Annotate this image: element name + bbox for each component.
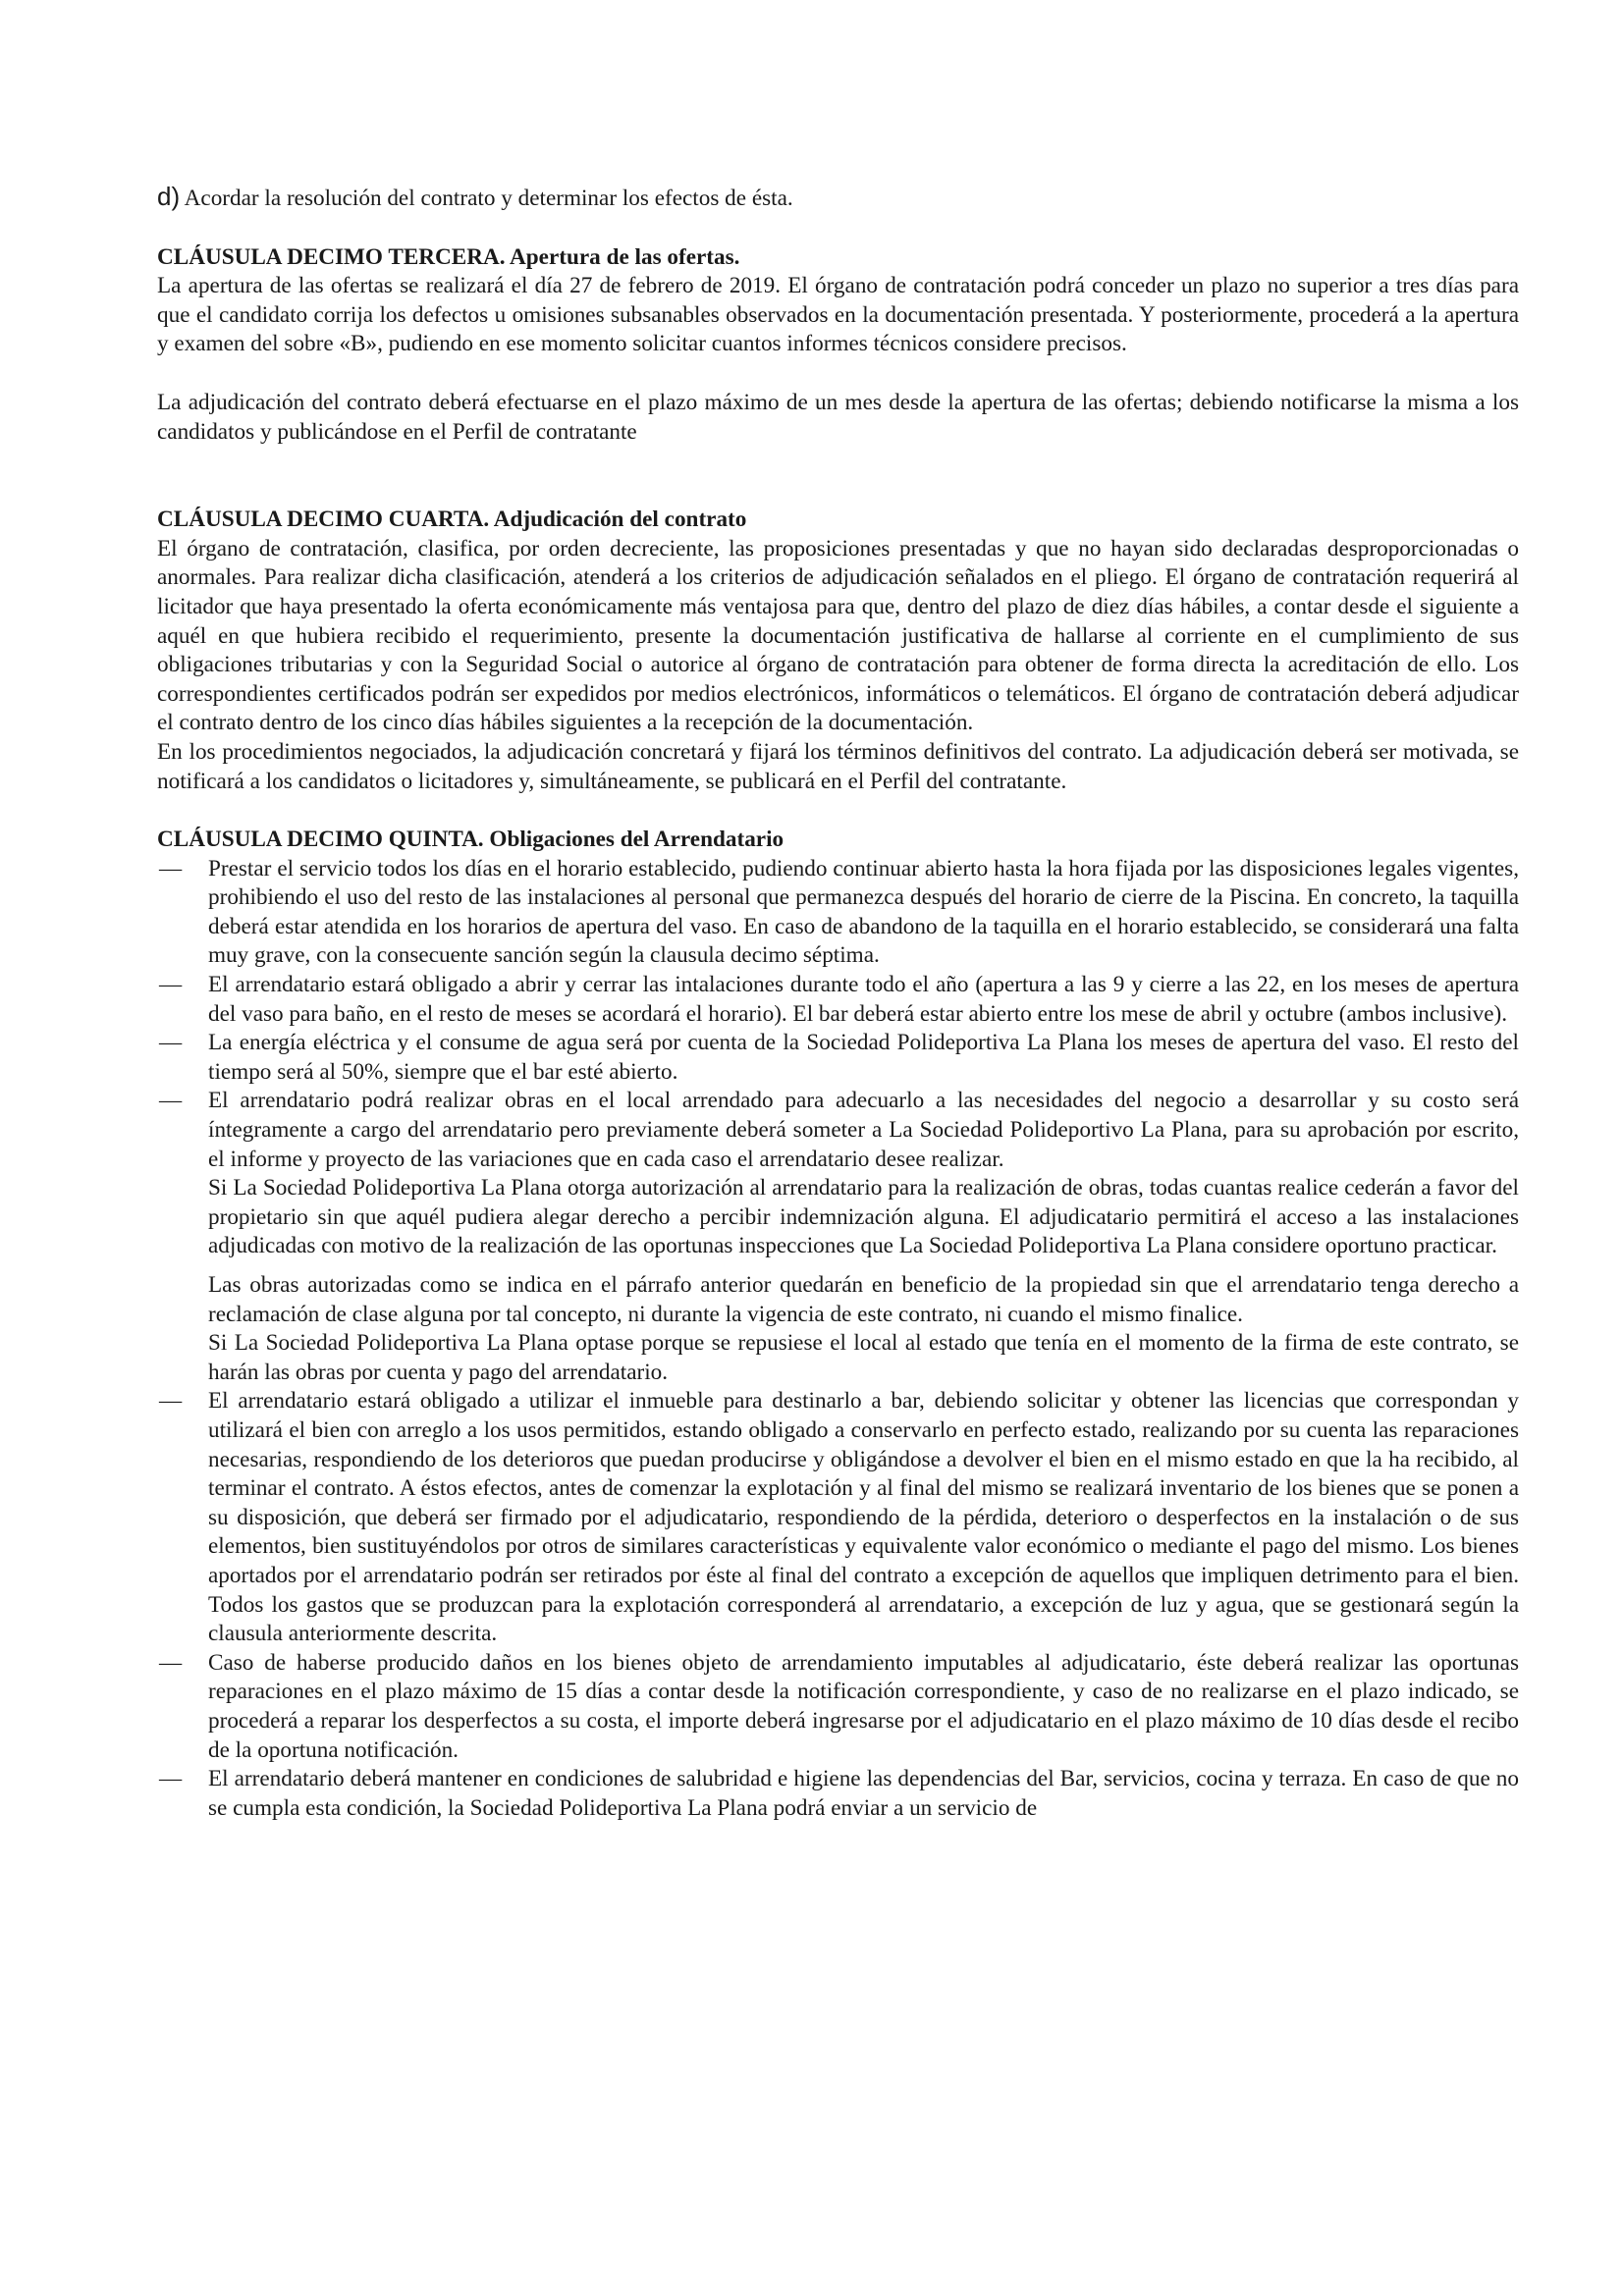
- clause-15-heading: CLÁUSULA DECIMO QUINTA. Obligaciones del Arrendatario: [157, 827, 784, 853]
- list-item-text: El arrendatario estará obligado a abrir y cerrar las intalaciones durante todo el año (apertura a las 9 y cierre a las 22, en los meses de apertura del vaso para baño, en el resto de meses se acordará el horario). El bar deberá estar abierto entre los mese de abril y octubre (ambos inclusive).: [208, 972, 1519, 1027]
- dash-bullet: —: [159, 1030, 183, 1056]
- clause-13-paragraph-2: La adjudicación del contrato deberá efectuarse en el plazo máximo de un mes desde la apertura de las ofertas; debiendo notificarse la misma a los candidatos y publicándose en el Perfil de contratante: [157, 389, 1519, 445]
- list-item-text: Las obras autorizadas como se indica en el párrafo anterior quedarán en beneficio de la propiedad sin que el arrendatario tenga derecho a reclamación de clase alguna por tal concepto, ni durante la vigencia de este contrato, ni cuando el mismo finalice.: [208, 1272, 1519, 1327]
- list-item-text: Caso de haberse producido daños en los bienes objeto de arrendamiento imputables al adjudicatario, éste deberá realizar las oportunas reparaciones en el plazo máximo de 15 días a contar desde la notificación correspondiente, y caso de no realizarse en el plazo indicado, se procederá a reparar los desperfectos a su costa, el importe deberá ingresarse por el adjudicatario en el plazo máximo de 10 días desde el recibo de la oportuna notificación.: [208, 1649, 1519, 1763]
- list-item-text: Prestar el servicio todos los días en el horario establecido, pudiendo continuar abierto hasta la hora fijada por las disposiciones legales vigentes, prohibiendo el uso del resto de las instalaciones al personal que permanezca después del horario de cierre de la Piscina. En concreto, la taquilla deberá estar atendida en los horarios de apertura del vaso. En caso de abandono de la taquilla en el horario establecido, se considerará una falta muy grave, con la consecuente sanción según la clausula decimo séptima.: [208, 855, 1519, 969]
- clause-15: [157, 826, 1519, 1823]
- intro-text: Acordar la resolución del contrato y determinar los efectos de ésta.: [184, 186, 793, 211]
- list-item-text: El arrendatario podrá realizar obras en el local arrendado para adecuarlo a las necesidades del negocio a desarrollar y su costo será íntegramente a cargo del arrendatario pero previamente deberá someter a La Sociedad Polideportivo La Plana, para su aprobación por escrito, el informe y proyecto de las variaciones que en cada caso el arrendatario desee realizar.: [208, 1088, 1519, 1172]
- list-item: [157, 1029, 1519, 1087]
- clause-14-paragraph-2: En los procedimientos negociados, la adjudicación concretará y fijará los términos definitivos del contrato. La adjudicación deberá ser motivada, se notificará a los candidatos o licitadores y, simultáneamente, se publicará en el Perfil del contratante.: [157, 738, 1519, 794]
- list-item: [157, 1387, 1519, 1648]
- list-item: [157, 1765, 1519, 1823]
- dash-bullet: —: [159, 855, 183, 881]
- clause-14-heading: CLÁUSULA DECIMO CUARTA. Adjudicación del contrato: [157, 507, 747, 533]
- intro-line: [157, 183, 1519, 214]
- clause-14: [157, 506, 1519, 796]
- clause-13-paragraph-1: La apertura de las ofertas se realizará el día 27 de febrero de 2019. El órgano de contratación podrá conceder un plazo no superior a tres días para que el candidato corrija los defectos u omisiones subsanables observados en la documentación presentada. Y posteriormente, procederá a la apertura y examen del sobre «B», pudiendo en ese momento solicitar cuantos informes técnicos considere precisos.: [157, 273, 1519, 357]
- list-item-text: El arrendatario deberá mantener en condiciones de salubridad e higiene las dependencias del Bar, servicios, cocina y terraza. En caso de que no se cumpla esta condición, la Sociedad Polideportiva La Plana podrá enviar a un servicio de: [208, 1766, 1519, 1821]
- list-item: [157, 855, 1519, 971]
- list-item-text: El arrendatario estará obligado a utilizar el inmueble para destinarlo a bar, debiendo solicitar y obtener las licencias que correspondan y utilizará el bien con arreglo a los usos permitidos, estando obligado a conservarlo en perfecto estado, realizando por su cuenta las reparaciones necesarias, respondiendo de los deterioros que puedan producirse y obligándose a devolver el bien en el mismo estado en que la ha recibido, al terminar el contrato. A éstos efectos, antes de comenzar la explotación y al final del mismo se realizará inventario de los bienes que se ponen a su disposición, que deberá ser firmado por el adjudicatario, respondiendo de la pérdida, deterioro o desperfectos en la instalación o de sus elementos, bien sustituyéndolos por otros de similares características y equivalente valor económico o mediante el pago del mismo. Los bienes aportados por el arrendatario podrán ser retirados por éste al final del contrato a excepción de aquellos que impliquen detrimento para el bien. Todos los gastos que se produzcan para la explotación corresponderá al arrendatario, a excepción de luz y agua, que se gestionará según la clausula anteriormente descrita.: [208, 1388, 1519, 1647]
- list-item-text: Si La Sociedad Polideportiva La Plana otorga autorización al arrendatario para la realización de obras, todas cuantas realice cederán a favor del propietario sin que aquél pudiera alegar derecho a percibir indemnización alguna. El adjudicatario permitirá el acceso a las instalaciones adjudicadas con motivo de la realización de las oportunas inspecciones que La Sociedad Polideportiva La Plana considere oportuno practicar.: [208, 1175, 1519, 1259]
- dash-bullet: —: [159, 972, 183, 998]
- list-item: [157, 971, 1519, 1029]
- obligations-list: [157, 855, 1519, 1824]
- clause-13: [157, 243, 1519, 448]
- dash-bullet: —: [159, 1388, 183, 1415]
- list-item-text: Si La Sociedad Polideportiva La Plana optase porque se repusiese el local al estado que tenía en el momento de la firma de este contrato, se harán las obras por cuenta y pago del arrendatario.: [208, 1330, 1519, 1385]
- list-item: [157, 1087, 1519, 1387]
- dash-bullet: —: [159, 1766, 183, 1792]
- list-item: [157, 1649, 1519, 1765]
- dash-bullet: —: [159, 1088, 183, 1114]
- list-item-text: La energía eléctrica y el consume de agua será por cuenta de la Sociedad Polideportiva La Plana los meses de apertura del vaso. El resto del tiempo será al 50%, siempre que el bar esté abierto.: [208, 1030, 1519, 1085]
- dash-bullet: —: [159, 1649, 183, 1676]
- clause-13-heading: CLÁUSULA DECIMO TERCERA. Apertura de las ofertas.: [157, 243, 740, 270]
- clause-14-paragraph-1: El órgano de contratación, clasifica, por orden decreciente, las proposiciones presentadas y que no hayan sido declaradas desproporcionadas o anormales. Para realizar dicha clasificación, atenderá a los criterios de adjudicación señalados en el pliego. El órgano de contratación requerirá al licitador que haya presentado la oferta económicamente más ventajosa para que, dentro del plazo de diez días hábiles, a contar desde el siguiente a aquél en que hubiera recibido el requerimiento, presente la documentación justificativa de hallarse al corriente en el cumplimiento de sus obligaciones tributarias y con la Seguridad Social o autorice al órgano de contratación para obtener de forma directa la acreditación de ello. Los correspondientes certificados podrán ser expedidos por medios electrónicos, informáticos o telemáticos. El órgano de contratación deberá adjudicar el contrato dentro de los cinco días hábiles siguientes a la recepción de la documentación.: [157, 535, 1519, 736]
- intro-letter: d): [157, 182, 181, 211]
